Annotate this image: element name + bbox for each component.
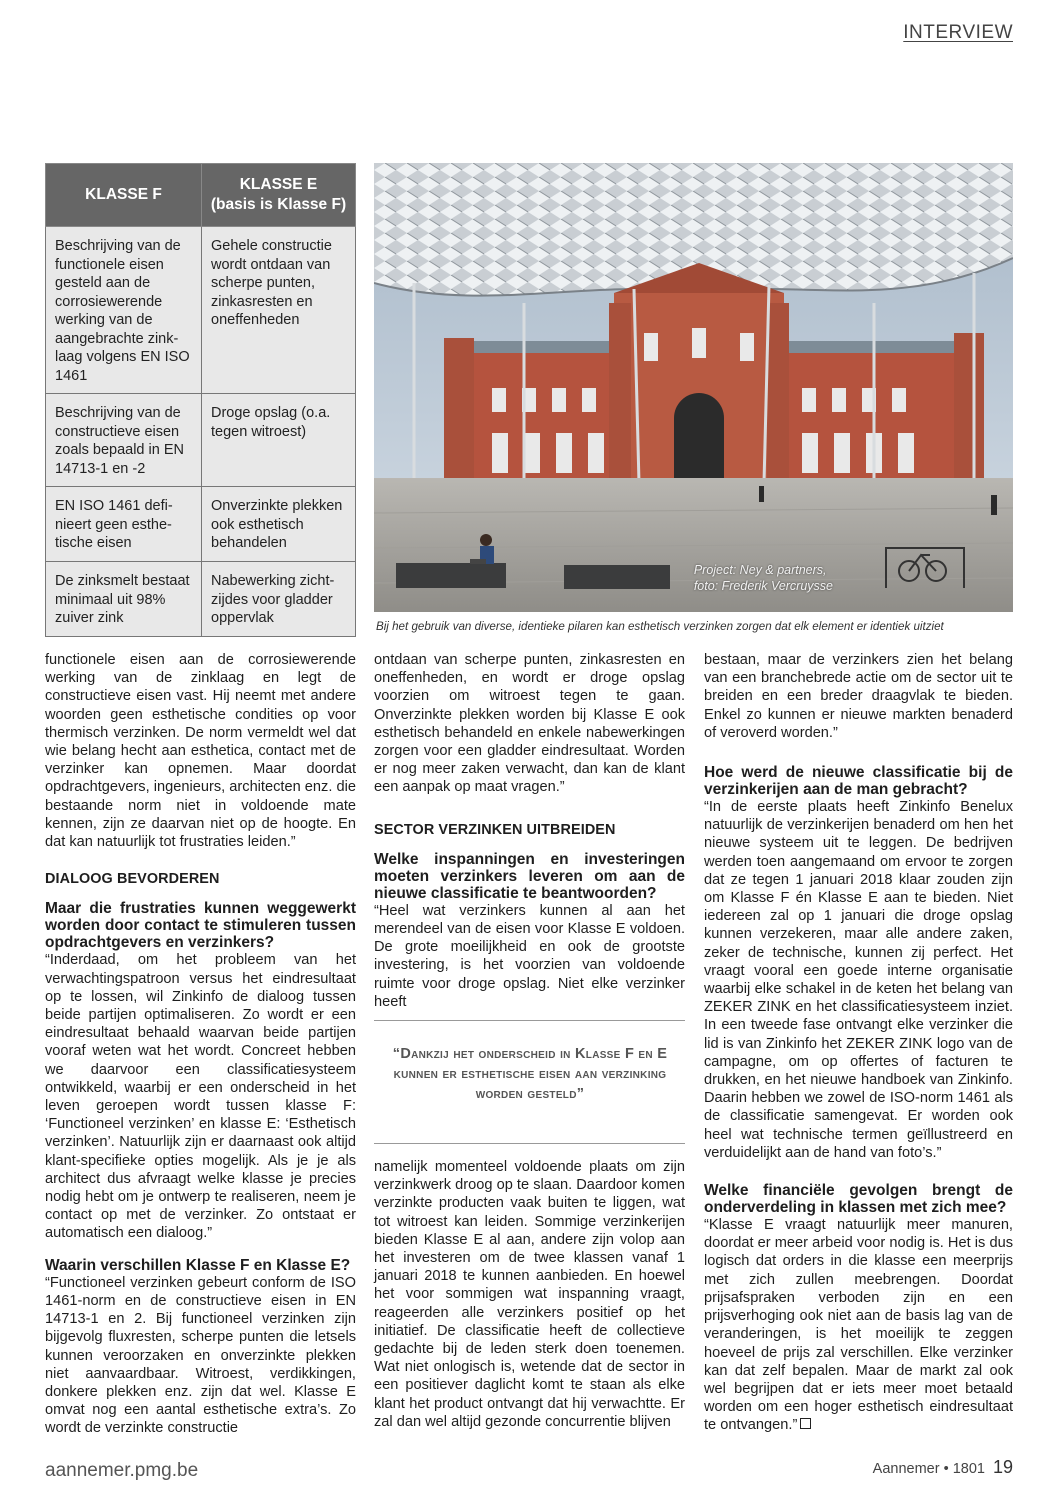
table-row (46, 562, 356, 637)
table-row (46, 227, 356, 394)
interview-question: Welke inspanningen en investeringen moeten verzinkers leveren om aan de nieuwe classificatie te beantwoorden? (374, 850, 685, 902)
photo-credit-project: Project: Ney & partners, (693, 563, 827, 577)
table-row (46, 487, 356, 562)
pullquote-rule-top (374, 1020, 685, 1021)
paragraph: bestaan, maar de verzinkers zien het belang van een branchebrede actie om de sector uit te breiden en een breder draagvlak te bieden. Enkel zo kunnen er nieuwe markten benaderd of veroverd worden.” (704, 652, 1013, 741)
article-column-left (45, 651, 356, 1438)
paragraph: ontdaan van scherpe punten, zinkasresten en oneffenheden, en wordt er droge opslag voorzien om witroest tegen te gaan. Onverzinkte plekken worden bij Klasse E ook esthetisch behandeld en enkele nabewerkingen zorgen voor een gladder eindresultaat. Worden er nog meer zaken verwacht, dan kan de klant een aanpak op maat vragen.” (374, 652, 685, 796)
table-header-klasse-e (202, 164, 356, 227)
table-cell: Onverzinkte plekken ook esthetisch behandelen (202, 487, 356, 562)
subheading-dialoog: DIALOOG BEVORDEREN (45, 871, 220, 888)
paragraph: namelijk momenteel voldoende plaats om zijn verzinkwerk droog op te slaan. Daardoor komen verzinkte producten vaak buiten te liggen, wat tot witroest kan leiden. Sommige verzinkerijen bieden Klasse E al aan, andere zijn volop aan het investeren om de twee klassen vanaf 1 januari 2018 te kunnen aanbieden. En hoewel het voor sommigen wat inspanning vraagt, reageerden alle verzinkers positief op het initiatief. De classificatie heeft de collectieve gedachte bij de leden sterk doen toenemen. Wat niet onlogisch is, wetende dat de sector in een positiever daglicht komt te staan als elke klant het product ontvangt dat hij verwachtte. Er zal dan wel altijd gezonde concurrentie blijven (374, 1159, 685, 1430)
table-cell: Droge opslag (o.a. tegen witroest) (202, 394, 356, 487)
klasse-e-subtitle: (basis is Klasse F) (210, 196, 347, 213)
end-of-article-icon (800, 1418, 811, 1429)
issue-label: Aannemer • 1801 (872, 1461, 985, 1477)
footer-issue (873, 1457, 1013, 1478)
station-illustration (374, 163, 1013, 612)
subheading-sector: SECTOR VERZINKEN UITBREIDEN (374, 821, 616, 838)
page-number: 19 (992, 1457, 1013, 1477)
paragraph-final (704, 1216, 1013, 1434)
table-row (46, 394, 356, 487)
paragraph: “Inderdaad, om het probleem van het verwachtingspatroon versus het eindresultaat op te lossen, wil Zinkinfo de dialoog tussen beide partijen optimaliseren. Zo wordt er een eindresultaat behaald waarvan beide partijen vooraf weten wat het wordt. Concreet hebben we daarvoor een classificatiesysteem ontwikkeld, waarbij er een onderscheid in het leven geroepen wordt tussen klasse F: ‘Functioneel verzinken’ en klasse E: ‘Esthetisch verzinken’. Natuurlijk zijn er daarnaast ook altijd klant-specifieke opties mogelijk. Als je je als architect dus afvraagt welke klasse je precies nodig hebt om je ontwerp te realiseren, neem je contact op met de verzinker. Zo ontstaat er automatisch een dialoog.” (45, 952, 356, 1242)
klasse-e-title: KLASSE E (239, 176, 318, 193)
station-photo (374, 163, 1013, 612)
article-column-middle-continued (374, 1158, 685, 1431)
table-cell: Beschrijving van de constructieve eisen zoals bepaald in EN 14713-1 en -2 (46, 394, 202, 487)
paragraph: “In de eerste plaats heeft Zinkinfo Benelux natuurlijk de verzinkerijen benaderd om hen het nieuwe systeem uit te leggen. De bedrijven werden toen aangemaand om ervoor te zorgen dat ze tegen 1 januari 2018 klaar zouden zijn om Klasse F én Klasse E aan te bieden. Niet iedereen zal op 1 januari die droge opslag kunnen verzekeren, maar alle andere zaken, zeker de technische, kunnen zij perfect. Het vraagt vooral een goede interne organisatie waarbij elke schakel in de keten het belang van ZEKER ZINK en het classificatiesysteem inziet. In een tweede fase ontvangt elke verzinker die lid is van Zinkinfo het ZEKER ZINK logo van de campagne, om op offertes of facturen te drukken, en het nieuwe handboek van Zinkinfo. Daarin hebben we zowel de ISO-norm 1461 als de classificatie samengevat. Er worden ook heel wat technische termen geïllustreerd en verduidelijkt aan de hand van foto’s.” (704, 799, 1013, 1161)
interview-question: Hoe werd de nieuwe classificatie bij de verzinkerijen aan de man gebracht? (704, 764, 1013, 799)
classification-table (45, 163, 356, 637)
article-column-middle (374, 651, 685, 1011)
interview-question: Waarin verschillen Klasse F en Klasse E? (45, 1256, 351, 1274)
paragraph: “Heel wat verzinkers kunnen al aan het merendeel van de eisen voor Klasse E voldoen. De grote moeilijkheid en ook de grootste investering, is het voorzien van voldoende ruimte voor droge opslag. Niet elke verzinker heeft (374, 902, 685, 1010)
footer-url[interactable]: aannemer.pmg.be (45, 1460, 199, 1481)
paragraph: “Functioneel verzinken gebeurt conform de ISO 1461-norm en de constructieve eisen in EN 14713-1 en 2. Bij functioneel verzinken zijn bijgevolg fluxresten, scherpe punten die letsels kunnen veroorzaken en onverzinkte plekken niet aanvaardbaar. Witroest, verdikkingen, donkere plekken enz. zijn dat wel. Klasse E omvat nog een aantal esthetische extra’s. Zo wordt de verzinkte constructie (45, 1274, 356, 1437)
interview-question: Maar die frustraties kunnen weggewerkt worden door contact te stimuleren tussen opdrachtgevers en verzinkers? (45, 900, 356, 952)
photo-credit-photographer: foto: Frederik Vercruysse (693, 579, 833, 593)
section-label: INTERVIEW (903, 22, 1013, 43)
photo-credit (694, 562, 833, 594)
table-cell: Nabewerking zicht-zijdes voor gladder oppervlak (202, 562, 356, 637)
article-column-right (704, 651, 1013, 1435)
interview-question: Welke financiële gevolgen brengt de onderverdeling in klassen met zich mee? (704, 1182, 1013, 1217)
pullquote-rule-bottom (374, 1143, 685, 1144)
paragraph: “Klasse E vraagt natuurlijk meer manuren, doordat er meer arbeid voor nodig is. Het is dus logisch dat orders in die klasse een meerprijs met zich zullen meebrengen. Doordat prijsafspraken verboden zijn en een prijsverhoging ook niet aan de basis lag van de veranderingen, is het moeilijk te zeggen hoeveel de prijs zal verschillen. Elke verzinker kan dat zelf bepalen. Maar de markt zal ook wel begrijpen dat er iets meer moet betaald worden om een hoger esthetisch eindresultaat te ontvangen.” (704, 1217, 1013, 1434)
photo-caption: Bij het gebruik van diverse, identieke pilaren kan esthetisch verzinken zorgen dat elk element er identiek uitziet (376, 620, 944, 633)
table-cell: Beschrijving van de functionele eisen gesteld aan de corrosiewerende werking van de aangebrachte zink-laag volgens EN ISO 1461 (46, 227, 202, 394)
table-cell: Gehele constructie wordt ontdaan van scherpe punten, zinkasresten en oneffenheden (202, 227, 356, 394)
table-cell: EN ISO 1461 defi-nieert geen esthe-tische eisen (46, 487, 202, 562)
table-cell: De zinksmelt bestaat minimaal uit 98% zuiver zink (46, 562, 202, 637)
paragraph: functionele eisen aan de corrosiewerende werking van de zinklaag en legt de constructieve eisen vast. Hij neemt met andere woorden geen esthetische condities op voor thermisch verzinken. De norm vermeldt wel dat wie belang hecht aan esthetica, contact met de verzinker kan opnemen. Maar doordat opdrachtgevers, ingenieurs, architecten enz. die bestaande norm niet in voldoende mate kennen, zijn ze daarvan niet op de hoogte. En dat kan natuurlijk tot frustraties leiden.” (45, 652, 356, 851)
pull-quote: “Dankzij het onderscheid in Klasse F en E kunnen er esthetische eisen aan verzinking worden gesteld” (392, 1046, 668, 1102)
table-header-klasse-f: KLASSE F (46, 164, 202, 227)
